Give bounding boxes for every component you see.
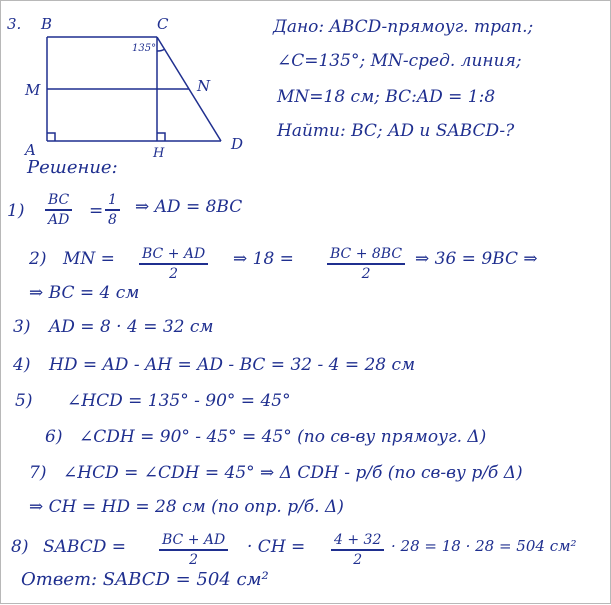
step-7-continuation: ⇒ CH = HD = 28 см (по опр. р/б. Δ)	[29, 497, 344, 517]
step-4-label: 4)	[13, 355, 31, 375]
given-line-3: MN=18 см; BC:AD = 1:8	[277, 87, 496, 107]
vertex-m: M	[25, 81, 41, 99]
step-3-label: 3)	[13, 317, 31, 337]
step-8-mid: · CH =	[247, 537, 306, 557]
step-8-lhs: SABCD =	[43, 537, 127, 557]
step-5-label: 5)	[15, 391, 33, 411]
step-1-rhs-fraction: $\frac{1}{8}$	[105, 191, 120, 229]
answer-line: Ответ: SABCD = 504 см²	[21, 569, 269, 590]
right-angle-mark-h	[157, 133, 165, 141]
step-7-label: 7)	[29, 463, 47, 483]
step-7-text: ∠HCD = ∠CDH = 45° ⇒ Δ CDH - р/б (по св-ву р/б Δ)	[63, 463, 523, 483]
step-6-text: ∠CDH = 90° - 45° = 45° (по св-ву прямоуг. Δ)	[79, 427, 487, 447]
step-5-text: ∠HCD = 135° - 90° = 45°	[67, 391, 291, 411]
step-6-label: 6)	[45, 427, 63, 447]
solution-heading: Решение:	[27, 157, 118, 178]
step-8-fraction-2: $\frac{4 + 32}{2}$	[331, 531, 384, 569]
step-8-result: · 28 = 18 · 28 = 504 см²	[391, 537, 577, 555]
step-8-label: 8)	[11, 537, 29, 557]
step-2-fraction: $\frac{BC + AD}{2}$	[139, 245, 208, 283]
step-4-text: HD = AD - AH = AD - BC = 32 - 4 = 28 см	[49, 355, 416, 375]
step-2-lhs: MN =	[63, 249, 115, 269]
vertex-b: B	[41, 15, 53, 33]
vertex-h: H	[153, 146, 165, 161]
step-2-continuation: ⇒ BC = 4 см	[29, 283, 140, 303]
vertex-n: N	[197, 77, 211, 95]
step-1-fraction: $\frac{BC}{AD}$	[45, 191, 72, 229]
step-3-text: AD = 8 · 4 = 32 см	[49, 317, 214, 337]
angle-arc-c	[157, 49, 165, 51]
angle-label-135: 135°	[132, 43, 157, 54]
vertex-d: D	[231, 135, 244, 153]
step-2-result: ⇒ 36 = 9BC ⇒	[415, 249, 538, 269]
step-2-fraction-2: $\frac{BC + 8BC}{2}$	[327, 245, 405, 283]
given-line-2: ∠C=135°; MN-сред. линия;	[277, 51, 522, 71]
step-1-eq: =	[89, 201, 104, 221]
problem-number: 3.	[7, 15, 22, 33]
vertex-a: A	[25, 141, 36, 159]
given-line-4: Найти: BC; AD и SABCD-?	[277, 121, 515, 141]
step-2-arrow: ⇒ 18 =	[233, 249, 294, 269]
right-angle-mark-a	[47, 133, 55, 141]
step-8-fraction: $\frac{BC + AD}{2}$	[159, 531, 228, 569]
step-1-label: 1)	[7, 201, 25, 221]
step-2-label: 2)	[29, 249, 47, 269]
given-line-1: Дано: ABCD-прямоуг. трап.;	[273, 17, 534, 37]
vertex-c: C	[157, 15, 169, 33]
step-1-result: ⇒ AD = 8BC	[135, 197, 243, 217]
